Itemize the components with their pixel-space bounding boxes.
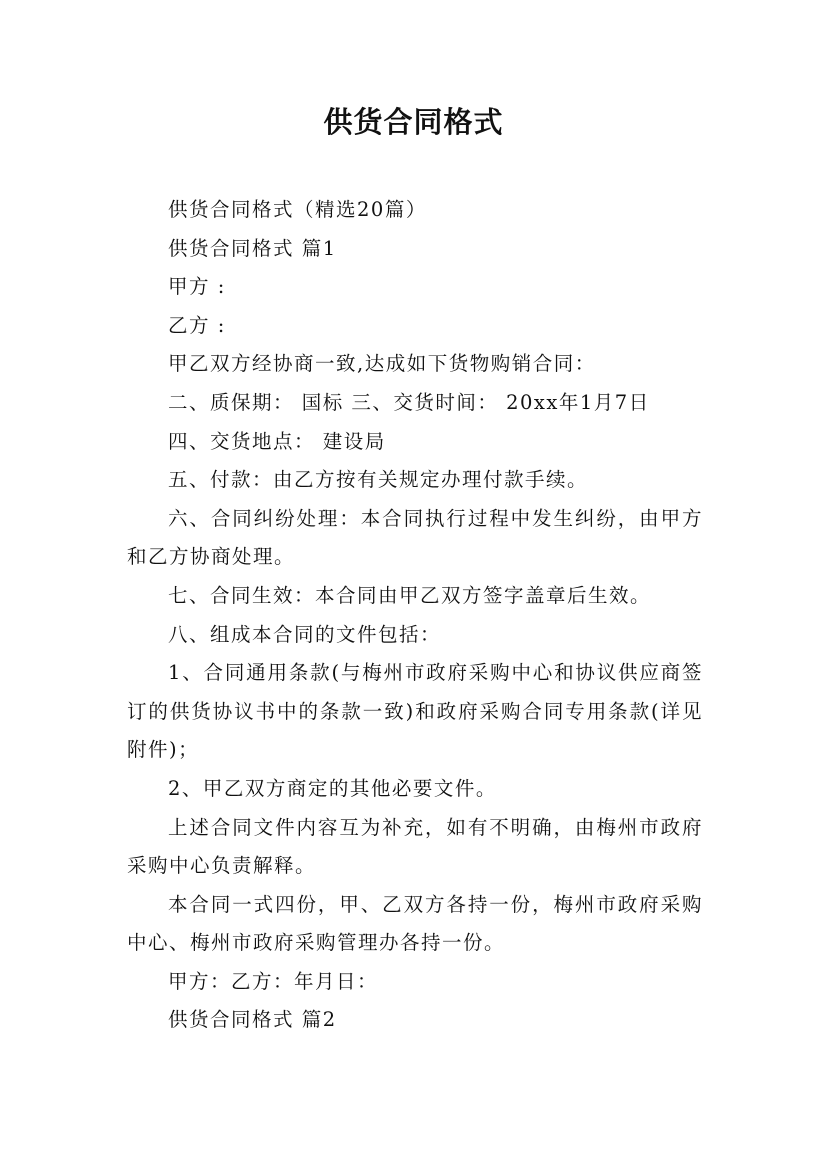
paragraph-copies: 本合同一式四份，甲、乙双方各持一份，梅州市政府采购中心、梅州市政府采购管理办各持一份。 — [127, 892, 703, 955]
document-title: 供货合同格式 — [323, 105, 504, 139]
paragraph-party-a: 甲方 : — [168, 275, 226, 299]
paragraph-effective: 七、合同生效：本合同由甲乙双方签字盖章后生效。 — [168, 583, 652, 607]
paragraph-signatures: 甲方：乙方：年月日： — [168, 969, 379, 993]
paragraph-documents: 八、组成本合同的文件包括： — [168, 622, 442, 646]
paragraph-next-section-heading: 供货合同格式 篇2 — [168, 1008, 337, 1032]
paragraph-interpretation: 上述合同文件内容互为补充，如有不明确，由梅州市政府采购中心负责解释。 — [127, 815, 703, 878]
paragraph-item-2: 2、甲乙双方商定的其他必要文件。 — [168, 776, 497, 800]
paragraph-dispute: 六、合同纠纷处理：本合同执行过程中发生纠纷，由甲方和乙方协商处理。 — [127, 506, 703, 569]
paragraph-subtitle: 供货合同格式（精选20篇） — [168, 198, 427, 221]
paragraph-delivery-location: 四、交货地点： 建设局 — [168, 429, 386, 453]
paragraph-party-b: 乙方 : — [168, 313, 226, 337]
paragraph-warranty-delivery-time: 二、质保期： 国标 三、交货时间： 20xx年1月7日 — [168, 390, 650, 414]
paragraph-section-heading: 供货合同格式 篇1 — [168, 236, 337, 260]
document-body — [127, 191, 703, 1040]
paragraph-item-1: 1、合同通用条款(与梅州市政府采购中心和协议供应商签订的供货协议书中的条款一致)和政府采购合同专用条款(详见附件)； — [127, 661, 703, 762]
paragraph-payment: 五、付款：由乙方按有关规定办理付款手续。 — [168, 468, 589, 492]
paragraph-agreement: 甲乙双方经协商一致,达成如下货物购销合同： — [168, 352, 596, 376]
